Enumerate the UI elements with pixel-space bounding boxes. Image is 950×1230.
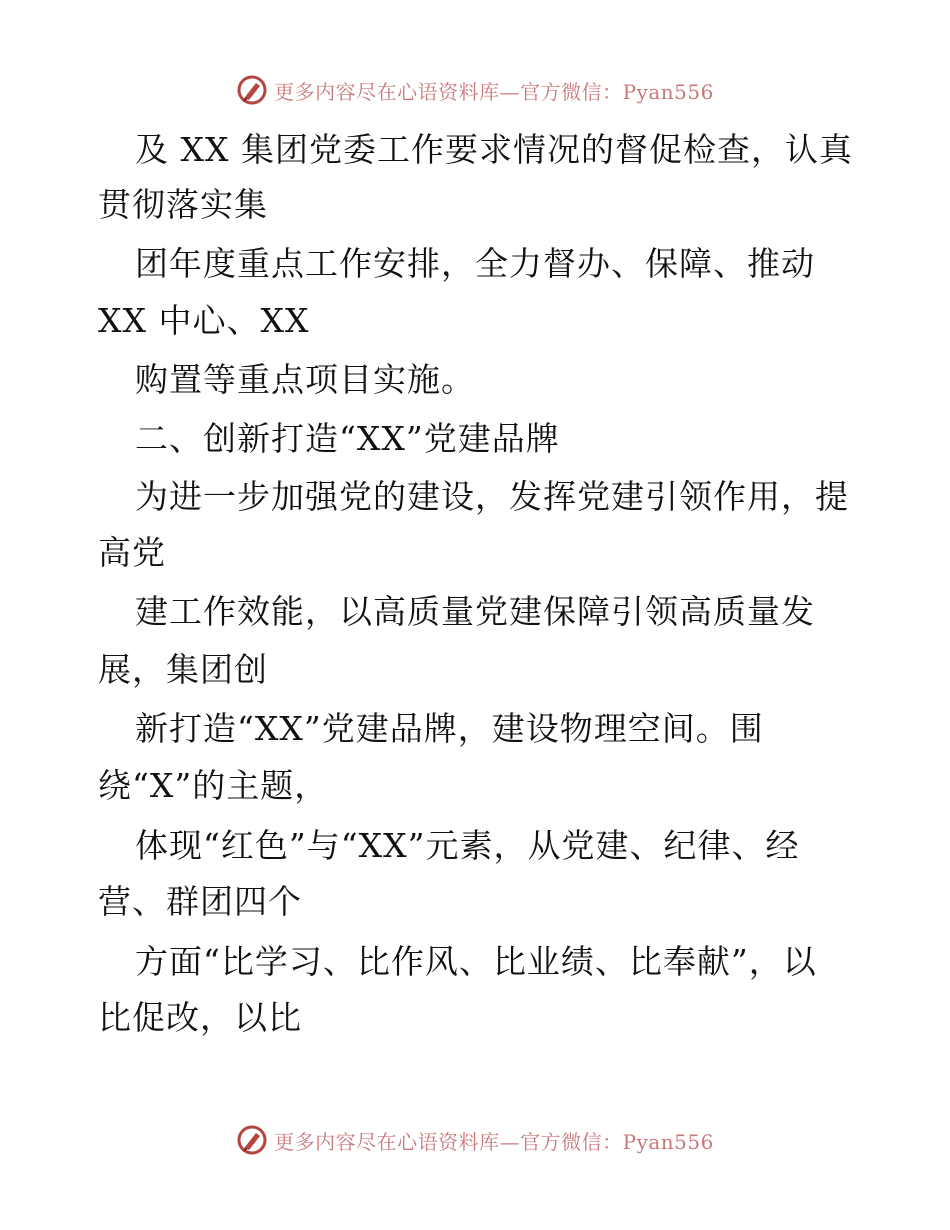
footer-watermark [0, 1120, 950, 1160]
text-line: 团年度重点工作安排，全力督办、保障、推动 [135, 244, 815, 283]
text-line: 营、群团四个 [98, 882, 302, 921]
text-line: 及 XX 集团党委工作要求情况的督促检查，认真 [135, 130, 853, 169]
text-line: XX 中心、XX [98, 301, 310, 340]
pen-logo-icon [236, 74, 268, 106]
text-line: 绕“X”的主题， [98, 766, 329, 805]
text-line: 建工作效能，以高质量党建保障引领高质量发 [135, 592, 815, 631]
section-heading: 二、创新打造“XX”党建品牌 [135, 419, 560, 458]
text-line: 贯彻落实集 [98, 185, 268, 224]
pen-logo-icon [236, 1124, 268, 1156]
watermark-text: 更多内容尽在心语资料库—官方微信：Pyan556 [274, 1129, 714, 1154]
text-line: 高党 [98, 533, 166, 572]
watermark-text: 更多内容尽在心语资料库—官方微信：Pyan556 [274, 79, 714, 104]
text-line: 比促改，以比 [98, 998, 302, 1037]
text-line: 方面“比学习、比作风、比业绩、比奉献”，以 [135, 942, 817, 981]
text-line: 购置等重点项目实施。 [135, 360, 475, 399]
text-line: 为进一步加强党的建设，发挥党建引领作用，提 [135, 477, 849, 516]
text-line: 体现“红色”与“XX”元素，从党建、纪律、经 [135, 826, 800, 865]
text-line: 新打造“XX”党建品牌，建设物理空间。围 [135, 709, 764, 748]
header-watermark [0, 70, 950, 110]
text-line: 展，集团创 [98, 650, 268, 689]
